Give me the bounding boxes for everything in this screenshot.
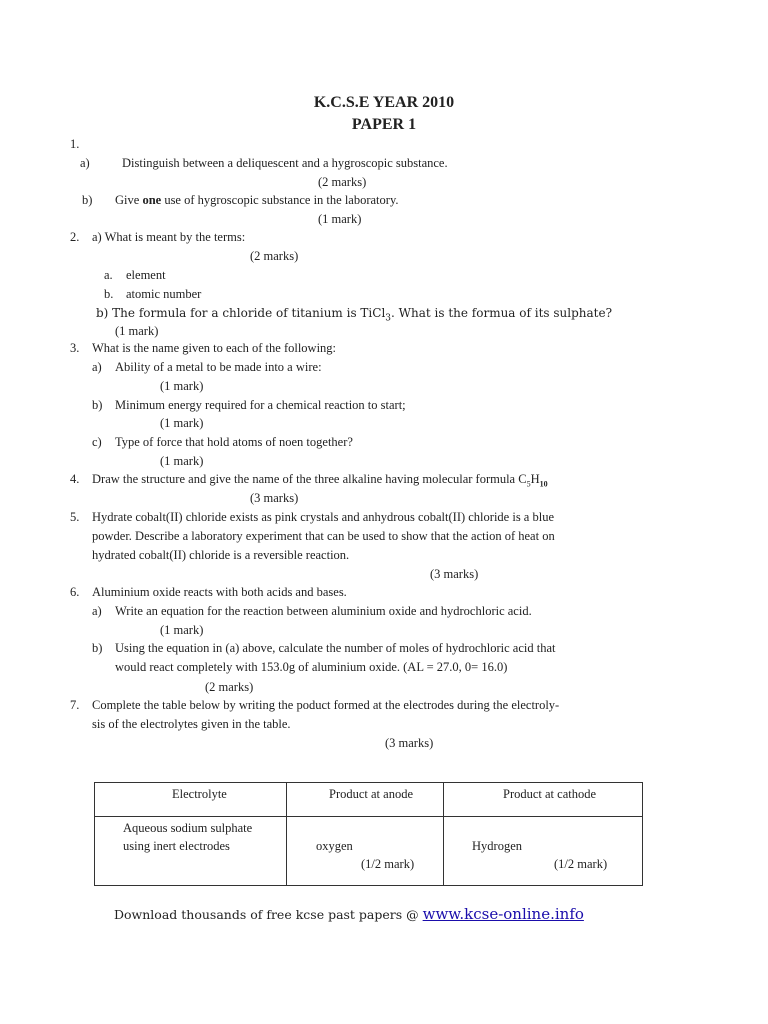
q4-subscript-c: 5 (526, 479, 531, 489)
q1b-bold: one (142, 193, 162, 207)
q4-h: H (530, 472, 540, 486)
header-cathode: Product at cathode (503, 787, 597, 801)
table-header-cell (95, 783, 287, 817)
q6b-line2: would react completely with 153.0g of aluminium oxide. (AL = 27.0, 0= 16.0) (115, 660, 508, 674)
q3a-marks: (1 mark) (160, 379, 204, 393)
q4-text-main: Draw the structure and give the name of the three alkaline having molecular formula C (92, 472, 527, 486)
footer-text: Download thousands of free kcse past papers @ (114, 907, 423, 922)
q3a-label: a) (92, 360, 102, 374)
q7-line1: Complete the table below by writing the poduct formed at the electrodes during the electroly- (92, 698, 560, 712)
q1b-label: b) (82, 193, 93, 207)
q6a-text: Write an equation for the reaction between aluminium oxide and hydrochloric acid. (115, 604, 532, 618)
q1b-text (115, 192, 399, 208)
q2-item-b-label: b. (104, 287, 114, 301)
table-cell-cathode (444, 817, 643, 886)
q6-text: Aluminium oxide reacts with both acids and bases. (92, 585, 347, 599)
q1b-marks: (1 mark) (318, 212, 362, 226)
header-anode: Product at anode (329, 787, 414, 801)
q2b-text-main: b) The formula for a chloride of titanium is TiCl (96, 306, 386, 320)
q3a-text: Ability of a metal to be made into a wire: (115, 360, 322, 374)
q3b-label: b) (92, 398, 103, 412)
q6b-marks: (2 marks) (205, 680, 254, 694)
paper-title-year: K.C.S.E YEAR 2010 (313, 94, 455, 111)
cathode-product: Hydrogen (472, 839, 522, 853)
q3c-label: c) (92, 435, 102, 449)
footer-line (114, 906, 584, 923)
table-cell-electrolyte (95, 817, 287, 886)
paper-title-number: PAPER 1 (351, 116, 417, 133)
anode-product: oxygen (316, 839, 353, 853)
q3c-marks: (1 mark) (160, 454, 204, 468)
electrolyte-line2: using inert electrodes (123, 839, 230, 853)
q5-line3: hydrated cobalt(II) chloride is a reversible reaction. (92, 548, 350, 562)
q1b-post: use of hygroscopic substance in the laboratory. (161, 193, 399, 207)
table-header-cell (287, 783, 444, 817)
q7-marks: (3 marks) (385, 736, 434, 750)
q7-number: 7. (70, 698, 80, 712)
q2-number: 2. (70, 230, 80, 244)
q1a-marks: (2 marks) (318, 175, 367, 189)
q4-number: 4. (70, 472, 80, 486)
table-row (95, 817, 643, 886)
q6-number: 6. (70, 585, 80, 599)
q1a-label: a) (80, 156, 90, 170)
q6b-line1: Using the equation in (a) above, calculate the number of moles of hydrochloric acid that (115, 641, 556, 655)
q2-item-a: element (126, 268, 166, 282)
q2b-subscript: 3 (385, 313, 392, 324)
q1b-pre: Give (115, 193, 143, 207)
q1-number: 1. (70, 137, 80, 151)
q3b-text: Minimum energy required for a chemical reaction to start; (115, 398, 406, 412)
q2-item-a-label: a. (104, 268, 113, 282)
q3-text: What is the name given to each of the following: (92, 341, 337, 355)
q6a-marks: (1 mark) (160, 623, 204, 637)
table-cell-anode (287, 817, 444, 886)
q4-marks: (3 marks) (250, 491, 299, 505)
q2-item-b: atomic number (126, 287, 202, 301)
q4-subscript-h: 10 (539, 479, 548, 489)
electrolysis-table (94, 782, 643, 886)
q6a-label: a) (92, 604, 102, 618)
q2b-marks: (1 mark) (115, 324, 159, 338)
q7-line2: sis of the electrolytes given in the table. (92, 717, 291, 731)
q3-number: 3. (70, 341, 80, 355)
q2b-text (96, 305, 612, 326)
q2a-marks: (2 marks) (250, 249, 299, 263)
table-header-row (95, 783, 643, 817)
q5-line2: powder. Describe a laboratory experiment that can be used to show that the action of heat on (92, 529, 555, 543)
electrolyte-line1: Aqueous sodium sulphate (123, 821, 253, 835)
table-header-cell (444, 783, 643, 817)
header-electrolyte: Electrolyte (172, 787, 227, 801)
q4-text (92, 471, 548, 493)
q5-marks: (3 marks) (430, 567, 479, 581)
q5-number: 5. (70, 510, 80, 524)
q6b-label: b) (92, 641, 103, 655)
q2a-text: a) What is meant by the terms: (92, 230, 246, 244)
q5-line1: Hydrate cobalt(II) chloride exists as pink crystals and anhydrous cobalt(II) chloride is a blue (92, 510, 554, 524)
q3b-marks: (1 mark) (160, 416, 204, 430)
cathode-marks: (1/2 mark) (554, 857, 608, 871)
q3c-text: Type of force that hold atoms of noen together? (115, 435, 353, 449)
footer-link[interactable]: www.kcse-online.info (422, 905, 584, 923)
q2b-text-post: . What is the formua of its sulphate? (391, 306, 613, 320)
anode-marks: (1/2 mark) (361, 857, 415, 871)
q1a-text: Distinguish between a deliquescent and a hygroscopic substance. (122, 156, 448, 170)
